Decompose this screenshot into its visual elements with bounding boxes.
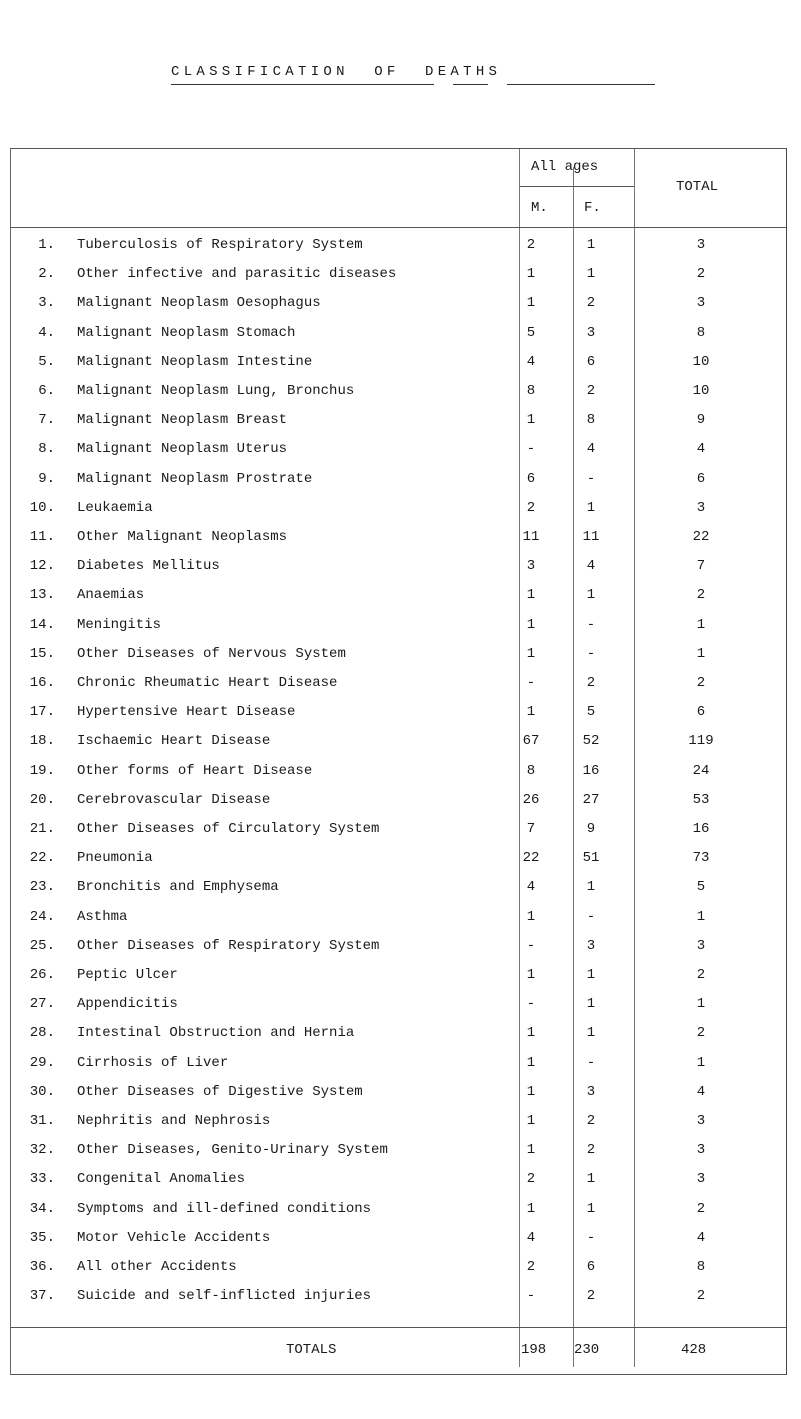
female-count: 3 xyxy=(586,937,596,954)
row-number: 16. xyxy=(29,675,55,691)
cause-name: Malignant Neoplasm Lung, Bronchus xyxy=(77,383,355,399)
male-count: 5 xyxy=(526,324,536,341)
row-number: 33. xyxy=(29,1171,55,1188)
female-count: 3 xyxy=(586,324,596,341)
female-count: - xyxy=(586,470,596,487)
cause-name: Malignant Neoplasm Stomach xyxy=(77,324,296,341)
cause-name: Other Diseases of Nervous System xyxy=(77,645,346,662)
table-row xyxy=(11,646,786,675)
deaths-table xyxy=(10,148,787,1375)
table-row xyxy=(11,1055,786,1084)
total-count: 1 xyxy=(696,616,706,633)
female-count: - xyxy=(586,1054,596,1071)
female-count: 8 xyxy=(586,412,596,429)
row-number: 34. xyxy=(29,1200,55,1217)
cause-name: Cirrhosis of Liver xyxy=(77,1054,229,1071)
male-count: 1 xyxy=(526,1025,536,1042)
cause-name: Peptic Ulcer xyxy=(77,967,178,983)
female-count: 3 xyxy=(586,1083,596,1100)
cause-name: Asthma xyxy=(77,908,128,925)
female-count: 1 xyxy=(586,237,596,253)
female-count: - xyxy=(586,908,596,925)
table-row xyxy=(11,1230,786,1259)
row-number: 28. xyxy=(29,1025,55,1042)
table-row xyxy=(11,938,786,967)
male-count: 2 xyxy=(526,237,536,253)
total-count: 6 xyxy=(696,704,706,721)
table-row xyxy=(11,792,786,821)
total-count: 3 xyxy=(696,937,706,954)
row-number: 30. xyxy=(29,1083,55,1100)
female-count: 4 xyxy=(586,441,596,458)
total-count: 3 xyxy=(696,237,706,253)
row-number: 14. xyxy=(29,616,55,633)
male-count: - xyxy=(526,441,536,458)
cause-name: Other Diseases of Respiratory System xyxy=(77,937,380,954)
title-underline-3 xyxy=(507,84,655,85)
row-number: 9. xyxy=(38,470,55,487)
male-count: 4 xyxy=(526,879,536,896)
female-count: 2 xyxy=(586,1113,596,1129)
male-count: 8 xyxy=(526,762,536,779)
row-number: 2. xyxy=(38,266,55,283)
total-count: 2 xyxy=(696,587,706,604)
total-count: 2 xyxy=(696,1288,706,1305)
male-count: 11 xyxy=(522,529,540,545)
cause-name: Hypertensive Heart Disease xyxy=(77,704,296,721)
male-count: 22 xyxy=(522,850,540,867)
cause-name: Bronchitis and Emphysema xyxy=(77,879,279,896)
row-number: 1. xyxy=(38,237,55,253)
male-count: 7 xyxy=(526,821,536,837)
cause-name: All other Accidents xyxy=(77,1259,237,1275)
header-male: M. xyxy=(531,200,548,216)
total-count: 3 xyxy=(696,1171,706,1188)
male-count: 4 xyxy=(526,353,536,370)
cause-name: Cerebrovascular Disease xyxy=(77,791,271,808)
cause-name: Pneumonia xyxy=(77,850,153,867)
table-row xyxy=(11,850,786,879)
total-count: 3 xyxy=(696,1113,706,1129)
female-count: 2 xyxy=(586,675,596,691)
total-count: 2 xyxy=(696,675,706,691)
male-count: - xyxy=(526,937,536,954)
totals-total: 428 xyxy=(681,1342,707,1358)
female-count: 2 xyxy=(586,1288,596,1305)
table-row xyxy=(11,1113,786,1142)
total-count: 7 xyxy=(696,558,706,575)
table-row xyxy=(11,704,786,733)
male-count: 1 xyxy=(526,908,536,925)
header-rule xyxy=(11,227,786,228)
row-number: 23. xyxy=(29,879,55,896)
female-count: 1 xyxy=(586,1171,596,1188)
header-female: F. xyxy=(584,200,601,216)
female-count: 1 xyxy=(586,967,596,983)
cause-name: Tuberculosis of Respiratory System xyxy=(77,237,363,253)
female-count: 51 xyxy=(582,850,600,867)
row-number: 29. xyxy=(29,1054,55,1071)
cause-name: Other Diseases of Circulatory System xyxy=(77,821,380,837)
male-count: 1 xyxy=(526,587,536,604)
total-count: 1 xyxy=(696,645,706,662)
female-count: 6 xyxy=(586,353,596,370)
cause-name: Malignant Neoplasm Intestine xyxy=(77,353,313,370)
total-count: 8 xyxy=(696,1259,706,1275)
cause-name: Meningitis xyxy=(77,616,162,633)
female-count: 52 xyxy=(582,733,600,750)
total-count: 10 xyxy=(692,383,710,399)
cause-name: Congenital Anomalies xyxy=(77,1171,246,1188)
row-number: 6. xyxy=(38,383,55,399)
female-count: 1 xyxy=(586,499,596,516)
bottom-rule xyxy=(11,1374,786,1375)
female-count: 27 xyxy=(582,791,600,808)
row-number: 13. xyxy=(29,587,55,604)
row-number: 17. xyxy=(29,704,55,721)
total-count: 3 xyxy=(696,295,706,312)
male-count: 1 xyxy=(526,1113,536,1129)
title-underline-2 xyxy=(453,84,488,85)
male-count: 2 xyxy=(526,499,536,516)
cause-name: Ischaemic Heart Disease xyxy=(77,733,271,750)
cause-name: Other infective and parasitic diseases xyxy=(77,266,397,283)
row-number: 18. xyxy=(29,733,55,750)
table-row xyxy=(11,471,786,500)
cause-name: Leukaemia xyxy=(77,499,153,516)
row-number: 32. xyxy=(29,1142,55,1159)
male-count: 6 xyxy=(526,470,536,487)
male-count: 1 xyxy=(526,704,536,721)
row-number: 37. xyxy=(29,1288,55,1305)
female-count: 6 xyxy=(586,1259,596,1275)
table-row xyxy=(11,1288,786,1317)
row-number: 4. xyxy=(38,324,55,341)
male-count: - xyxy=(526,1288,536,1305)
female-count: 1 xyxy=(586,1025,596,1042)
male-count: 1 xyxy=(526,412,536,429)
row-number: 25. xyxy=(29,937,55,954)
male-count: 67 xyxy=(522,733,540,750)
totals-male: 198 xyxy=(521,1342,547,1358)
row-number: 5. xyxy=(38,353,55,370)
female-count: 11 xyxy=(582,529,600,545)
header-all-ages: All ages xyxy=(531,159,599,175)
female-count: 9 xyxy=(586,821,596,837)
table-row xyxy=(11,617,786,646)
total-count: 3 xyxy=(696,499,706,516)
header-subrule xyxy=(520,186,634,187)
total-count: 1 xyxy=(696,1054,706,1071)
cause-name: Chronic Rheumatic Heart Disease xyxy=(77,675,338,691)
table-row xyxy=(11,1171,786,1200)
male-count: 1 xyxy=(526,1142,536,1159)
row-number: 26. xyxy=(29,967,55,983)
table-row xyxy=(11,967,786,996)
female-count: - xyxy=(586,645,596,662)
cause-name: Malignant Neoplasm Prostrate xyxy=(77,470,313,487)
total-count: 2 xyxy=(696,266,706,283)
cause-name: Anaemias xyxy=(77,587,145,604)
total-count: 6 xyxy=(696,470,706,487)
male-count: 8 xyxy=(526,383,536,399)
totals-female: 230 xyxy=(574,1342,600,1358)
total-count: 4 xyxy=(696,1083,706,1100)
total-count: 8 xyxy=(696,324,706,341)
table-row xyxy=(11,587,786,616)
row-number: 10. xyxy=(29,499,55,516)
male-count: 2 xyxy=(526,1259,536,1275)
male-count: 1 xyxy=(526,295,536,312)
total-count: 16 xyxy=(692,821,710,837)
total-count: 9 xyxy=(696,412,706,429)
total-count: 73 xyxy=(692,850,710,867)
table-row xyxy=(11,1142,786,1171)
cause-name: Symptoms and ill-defined conditions xyxy=(77,1200,372,1217)
male-count: - xyxy=(526,675,536,691)
total-count: 2 xyxy=(696,1200,706,1217)
female-count: 1 xyxy=(586,587,596,604)
row-number: 11. xyxy=(29,529,55,545)
total-count: 53 xyxy=(692,791,710,808)
male-count: 3 xyxy=(526,558,536,575)
cause-name: Suicide and self-inflicted injuries xyxy=(77,1288,372,1305)
row-number: 7. xyxy=(38,412,55,429)
male-count: 1 xyxy=(526,645,536,662)
header-total: TOTAL xyxy=(676,179,719,195)
female-count: 1 xyxy=(586,1200,596,1217)
table-row xyxy=(11,733,786,762)
total-count: 3 xyxy=(696,1142,706,1159)
male-count: 1 xyxy=(526,1054,536,1071)
row-number: 8. xyxy=(38,441,55,458)
cause-name: Diabetes Mellitus xyxy=(77,558,220,575)
female-count: 2 xyxy=(586,1142,596,1159)
table-row xyxy=(11,441,786,470)
row-number: 12. xyxy=(29,558,55,575)
table-row xyxy=(11,295,786,324)
row-number: 15. xyxy=(29,645,55,662)
female-count: 4 xyxy=(586,558,596,575)
table-row xyxy=(11,675,786,704)
cause-name: Nephritis and Nephrosis xyxy=(77,1113,271,1129)
female-count: 1 xyxy=(586,996,596,1013)
cause-name: Intestinal Obstruction and Hernia xyxy=(77,1025,355,1042)
female-count: 16 xyxy=(582,762,600,779)
table-row xyxy=(11,500,786,529)
table-row xyxy=(11,412,786,441)
total-count: 1 xyxy=(696,996,706,1013)
table-row xyxy=(11,879,786,908)
totals-label: TOTALS xyxy=(286,1342,337,1358)
male-count: 26 xyxy=(522,791,540,808)
female-count: 1 xyxy=(586,266,596,283)
table-row xyxy=(11,1084,786,1113)
total-count: 4 xyxy=(696,441,706,458)
total-count: 22 xyxy=(692,529,710,545)
total-count: 10 xyxy=(692,353,710,370)
male-count: 1 xyxy=(526,1200,536,1217)
table-row xyxy=(11,909,786,938)
cause-name: Other forms of Heart Disease xyxy=(77,762,313,779)
female-count: 2 xyxy=(586,383,596,399)
total-count: 5 xyxy=(696,879,706,896)
title-underline-1 xyxy=(171,84,434,85)
table-row xyxy=(11,763,786,792)
male-count: 1 xyxy=(526,616,536,633)
male-count: 1 xyxy=(526,266,536,283)
cause-name: Appendicitis xyxy=(77,996,178,1013)
male-count: 4 xyxy=(526,1229,536,1246)
table-row xyxy=(11,821,786,850)
total-count: 1 xyxy=(696,908,706,925)
page-title: CLASSIFICATION OF DEATHS xyxy=(171,64,502,80)
table-row xyxy=(11,1259,786,1288)
table-row xyxy=(11,1201,786,1230)
female-count: 5 xyxy=(586,704,596,721)
table-row xyxy=(11,325,786,354)
table-row xyxy=(11,237,786,266)
total-count: 2 xyxy=(696,967,706,983)
male-count: 2 xyxy=(526,1171,536,1188)
male-count: 1 xyxy=(526,1083,536,1100)
table-row xyxy=(11,529,786,558)
cause-name: Other Diseases, Genito-Urinary System xyxy=(77,1142,388,1159)
row-number: 19. xyxy=(29,762,55,779)
row-number: 24. xyxy=(29,908,55,925)
totals-rule xyxy=(11,1327,786,1328)
table-row xyxy=(11,354,786,383)
cause-name: Other Diseases of Digestive System xyxy=(77,1083,363,1100)
row-number: 31. xyxy=(29,1113,55,1129)
table-row xyxy=(11,1025,786,1054)
female-count: - xyxy=(586,1229,596,1246)
male-count: - xyxy=(526,996,536,1013)
row-number: 22. xyxy=(29,850,55,867)
cause-name: Malignant Neoplasm Uterus xyxy=(77,441,288,458)
row-number: 36. xyxy=(29,1259,55,1275)
female-count: 2 xyxy=(586,295,596,312)
cause-name: Other Malignant Neoplasms xyxy=(77,529,288,545)
row-number: 35. xyxy=(29,1229,55,1246)
row-number: 20. xyxy=(29,791,55,808)
female-count: - xyxy=(586,616,596,633)
table-row xyxy=(11,558,786,587)
row-number: 21. xyxy=(29,821,55,837)
total-count: 2 xyxy=(696,1025,706,1042)
total-count: 24 xyxy=(692,762,710,779)
table-row xyxy=(11,383,786,412)
total-count: 4 xyxy=(696,1229,706,1246)
male-count: 1 xyxy=(526,967,536,983)
female-count: 1 xyxy=(586,879,596,896)
row-number: 3. xyxy=(38,295,55,312)
table-row xyxy=(11,266,786,295)
cause-name: Motor Vehicle Accidents xyxy=(77,1229,271,1246)
table-row xyxy=(11,996,786,1025)
total-count: 119 xyxy=(688,733,714,750)
cause-name: Malignant Neoplasm Oesophagus xyxy=(77,295,321,312)
cause-name: Malignant Neoplasm Breast xyxy=(77,412,288,429)
row-number: 27. xyxy=(29,996,55,1013)
